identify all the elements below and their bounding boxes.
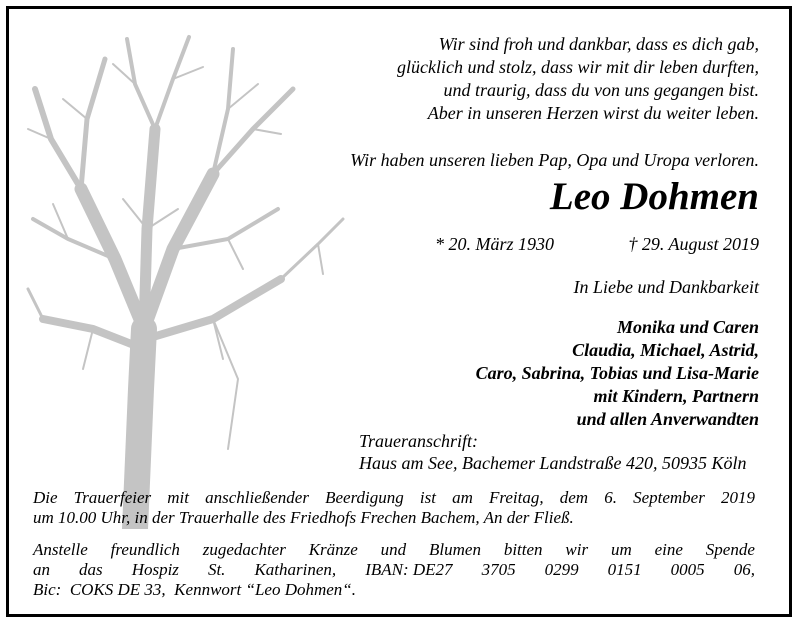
- death-date: † 29. August 2019: [628, 234, 759, 254]
- word: St.: [207, 560, 226, 579]
- word: anschließender: [205, 488, 309, 507]
- poem-line: und traurig, dass du von uns gegangen bist.: [443, 80, 759, 100]
- word: Freitag,: [489, 488, 544, 507]
- mourning-address: [359, 430, 746, 474]
- word: dem: [559, 488, 589, 507]
- poem: [397, 33, 759, 125]
- funeral-line-2: um 10.00 Uhr, in der Trauerhalle des Friedhofs Frechen Bachem, An der Fließ.: [33, 508, 574, 527]
- word: Trauerfeier: [73, 488, 152, 507]
- word: ist: [419, 488, 436, 507]
- word: September: [633, 488, 705, 507]
- mourner-line: Monika und Caren: [616, 317, 759, 337]
- poem-line: Wir sind froh und dankbar, dass es dich gab,: [438, 34, 759, 54]
- word: das: [79, 560, 103, 579]
- dedication-line: In Liebe und Dankbarkeit: [573, 277, 759, 297]
- word: zugedachter: [202, 540, 286, 559]
- poem-line: Aber in unseren Herzen wirst du weiter leben.: [427, 103, 759, 123]
- iban-label: IBAN: DE27: [365, 560, 453, 579]
- word: um: [610, 540, 632, 559]
- word: 3705: [481, 560, 516, 579]
- word: und: [380, 540, 407, 559]
- mourner-line: Claudia, Michael, Astrid,: [572, 340, 759, 360]
- word: Kränze: [308, 540, 358, 559]
- mourner-line: Caro, Sabrina, Tobias und Lisa-Marie: [475, 363, 759, 383]
- donation-line-3: Bic: COKS DE 33, Kennwort “Leo Dohmen“.: [33, 580, 356, 599]
- word: Anstelle: [33, 540, 88, 559]
- donation-line-2: [33, 560, 755, 580]
- word: 6.: [604, 488, 617, 507]
- mourners-list: [476, 316, 759, 431]
- obituary-notice: [6, 6, 792, 617]
- bare-tree-illustration: [23, 29, 353, 529]
- birth-date: * 20. März 1930: [435, 234, 555, 254]
- funeral-info: [33, 488, 755, 528]
- donation-info: [33, 540, 755, 600]
- funeral-line-1: [33, 488, 755, 508]
- word: bitten: [503, 540, 543, 559]
- word: Blumen: [429, 540, 481, 559]
- word: mit: [167, 488, 189, 507]
- word: am: [452, 488, 473, 507]
- poem-line: glücklich und stolz, dass wir mit dir leben durften,: [397, 57, 759, 77]
- deceased-name: Leo Dohmen: [549, 175, 759, 218]
- word: 0005: [670, 560, 705, 579]
- word: 2019: [720, 488, 755, 507]
- word: 0151: [607, 560, 642, 579]
- word: Beerdigung: [325, 488, 404, 507]
- mourner-line: mit Kindern, Partnern: [593, 386, 759, 406]
- address-label: Traueranschrift:: [359, 431, 479, 451]
- word: Hospiz: [131, 560, 179, 579]
- word: freundlich: [110, 540, 180, 559]
- word: 06,: [733, 560, 755, 579]
- word: wir: [565, 540, 589, 559]
- word: Die: [33, 488, 58, 507]
- word: Spende: [705, 540, 755, 559]
- donation-line-1: [33, 540, 755, 560]
- address-text: Haus am See, Bachemer Landstraße 420, 50935 Köln: [359, 453, 747, 473]
- word: Katharinen,: [254, 560, 337, 579]
- mourner-line: und allen Anverwandten: [576, 409, 759, 429]
- word: 0299: [544, 560, 579, 579]
- loss-announcement: Wir haben unseren lieben Pap, Opa und Uropa verloren.: [350, 150, 759, 170]
- word: an: [33, 560, 50, 579]
- word: eine: [654, 540, 683, 559]
